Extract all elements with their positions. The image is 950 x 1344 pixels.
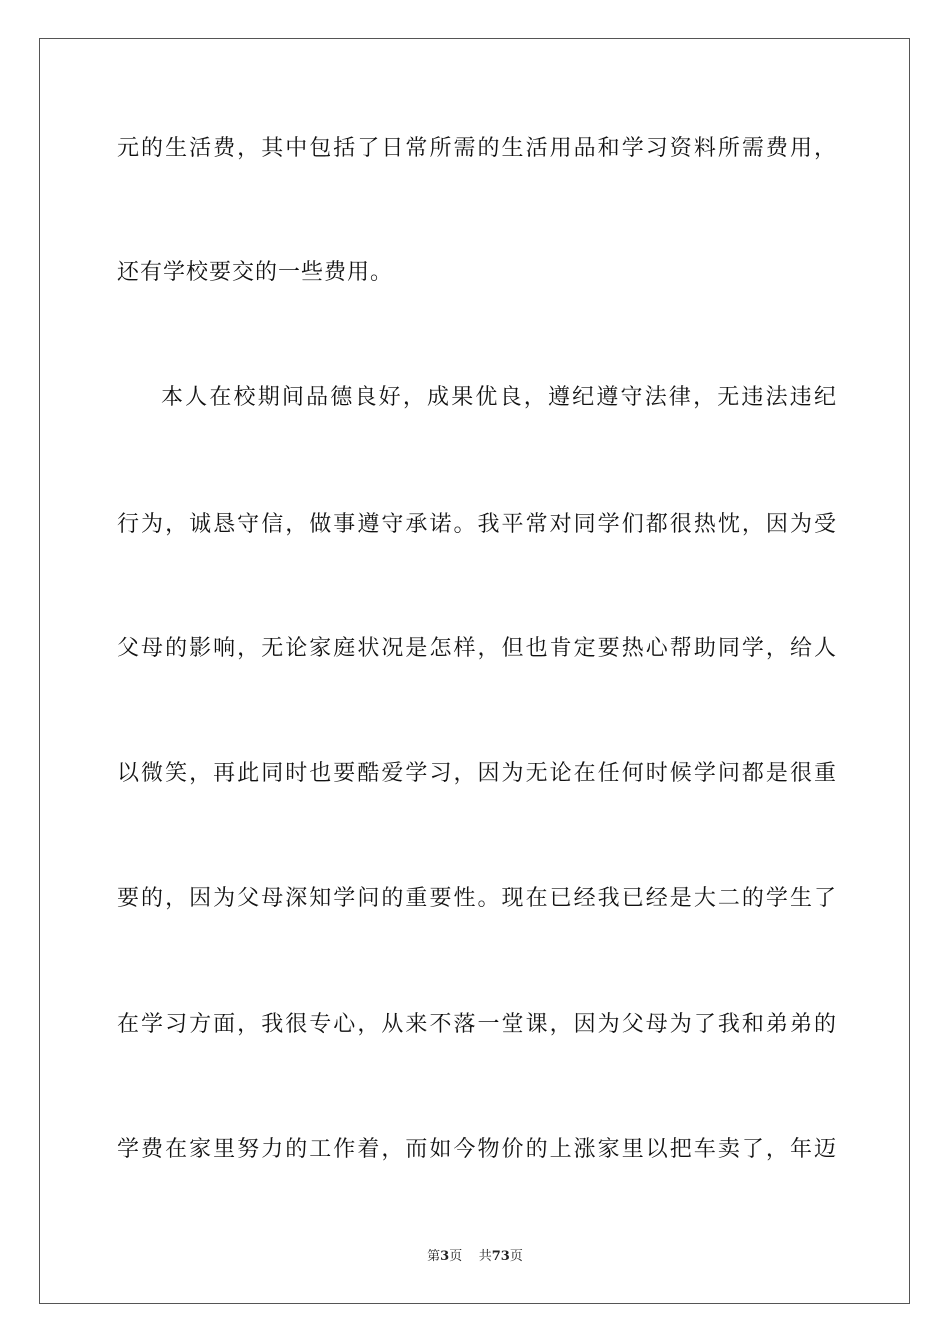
page-border xyxy=(39,38,910,1304)
page-number: 3 xyxy=(440,1249,450,1264)
body-line-5: 父母的影响，无论家庭状况是怎样，但也肯定要热心帮助同学，给人 xyxy=(117,636,837,661)
total-suffix: 页 xyxy=(509,1249,523,1264)
total-pages: 73 xyxy=(491,1249,510,1264)
page-prefix: 第 xyxy=(427,1249,441,1264)
body-line-3: 本人在校期间品德良好，成果优良，遵纪遵守法律，无违法违纪 xyxy=(161,385,837,410)
body-line-9: 学费在家里努力的工作着，而如今物价的上涨家里以把车卖了，年迈 xyxy=(117,1137,837,1162)
total-prefix: 共 xyxy=(478,1249,492,1264)
page-suffix: 页 xyxy=(449,1249,463,1264)
body-line-7: 要的，因为父母深知学问的重要性。现在已经我已经是大二的学生了 xyxy=(117,886,837,911)
body-line-4: 行为，诚恳守信，做事遵守承诺。我平常对同学们都很热忱，因为受 xyxy=(117,512,837,537)
body-line-6: 以微笑，再此同时也要酷爱学习，因为无论在任何时候学问都是很重 xyxy=(117,761,837,786)
page-footer xyxy=(0,1248,950,1266)
body-line-8: 在学习方面，我很专心，从来不落一堂课，因为父母为了我和弟弟的 xyxy=(117,1012,837,1037)
body-line-2: 还有学校要交的一些费用。 xyxy=(117,260,394,285)
body-line-1: 元的生活费，其中包括了日常所需的生活用品和学习资料所需费用， xyxy=(117,136,837,161)
